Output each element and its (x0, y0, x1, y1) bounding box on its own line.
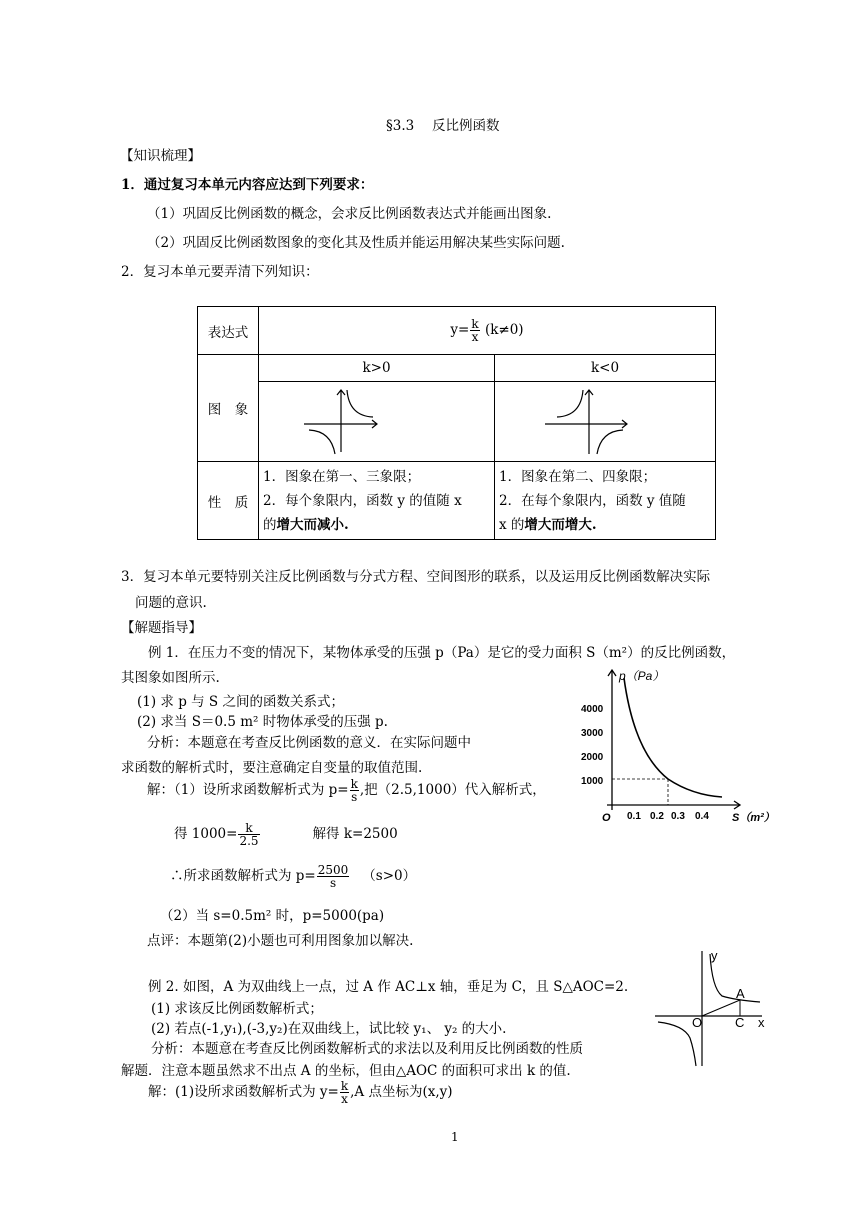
kneg-properties (495, 462, 716, 540)
kpos-branch-q3 (309, 430, 335, 454)
graph-y-label: p（Pa） (619, 669, 665, 683)
knowledge-table (197, 306, 716, 540)
kpos-branch-q1 (347, 390, 373, 417)
kpos-header: k>0 (259, 355, 495, 382)
graph-origin: O (602, 812, 611, 824)
expr-post: (k≠0) (484, 322, 524, 338)
ex1-s3-pre: ∴所求函数解析式为 p= (170, 868, 316, 884)
diagram-branch-q3 (658, 1022, 696, 1066)
ex1-s2-den: 2.5 (239, 834, 259, 848)
requirement-1-item-2: （2）巩固反比例函数图象的变化其及性质并能运用解决某些实际问题. (147, 235, 565, 251)
ex1-s3-frac (317, 864, 350, 889)
graph-x-label: S（m²） (732, 812, 775, 824)
expr-den: x (471, 330, 479, 344)
page-number: 1 (451, 1130, 459, 1144)
requirement-3-line-1: 3．复习本单元要特别关注反比例函数与分式方程、空间图形的联系，以及运用反比例函数解决实际 (121, 569, 711, 585)
kneg-prop-3a: x 的 (499, 516, 525, 533)
ex2-s1-frac (340, 1080, 349, 1105)
example-1-solution-2 (174, 822, 398, 847)
graph-ytick-1000: 1000 (581, 776, 604, 787)
graph-ytick-2000: 2000 (581, 752, 604, 763)
requirement-1-heading: 1．通过复习本单元内容应达到下列要求： (121, 177, 374, 193)
example-1-solution-3 (170, 864, 416, 889)
example-2-solution-1 (148, 1080, 453, 1105)
example-2-analysis-1: 分析：本题意在考查反比例函数解析式的求法以及利用反比例函数的性质 (151, 1041, 583, 1057)
requirement-1-item-1: （1）巩固反比例函数的概念，会求反比例函数表达式并能画出图象. (147, 206, 552, 222)
example-2-line-1: 例 2. 如图，A 为双曲线上一点，过 A 作 AC⊥x 轴，垂足为 C，且 S△AOC=2. (148, 979, 629, 995)
graph-xtick-0.2: 0.2 (650, 811, 664, 822)
kneg-prop-1: 1．图象在第二、四象限； (499, 468, 657, 485)
diagram-point-a: A (736, 986, 745, 1001)
kpos-prop-1: 1．图象在第一、三象限； (263, 468, 421, 485)
kpos-prop-2: 2．每个象限内，函数 y 的值随 x (263, 492, 462, 509)
diagram-point-c: C (735, 1015, 745, 1030)
ex1-s2-frac (238, 822, 259, 847)
kpos-prop-3 (263, 513, 490, 537)
kneg-prop-3 (499, 513, 711, 537)
hyperbola-diagram (650, 948, 775, 1070)
expr-cell (259, 307, 716, 355)
ex2-s1-num: k (340, 1079, 349, 1093)
ex1-s2-pre: 得 1000= (174, 826, 238, 842)
ex1-s1-frac (350, 778, 359, 803)
diagram-segment-oa (702, 1000, 740, 1016)
pressure-area-graph (572, 664, 775, 824)
ex1-s1-num: k (350, 777, 358, 791)
section-guide: 【解题指导】 (121, 620, 202, 636)
kpos-prop-3b: 增大而减小. (276, 516, 349, 533)
example-1-question-1: (1) 求 p 与 S 之间的函数关系式； (137, 694, 344, 710)
ex1-s2-num: k (238, 822, 259, 835)
example-1-comment: 点评：本题第(2)小题也可利用图象加以解决. (147, 933, 414, 949)
diagram-branch-q1 (710, 954, 760, 1002)
kneg-prop-3b: 增大而增大. (524, 516, 597, 533)
requirement-2: 2．复习本单元要弄清下列知识： (121, 264, 319, 280)
kneg-branch-q2 (557, 390, 583, 417)
expr-num: k (471, 317, 479, 331)
expr-pre: y= (450, 322, 470, 338)
ex1-s3-den: s (329, 876, 337, 890)
prop-label: 性 质 (198, 462, 259, 540)
kpos-graph-cell (259, 382, 495, 462)
diagram-x-label: x (758, 1015, 765, 1030)
ex2-s1-pre: 解：(1)设所求函数解析式为 y= (148, 1084, 339, 1100)
ex1-s3-num: 2500 (317, 863, 349, 877)
ex1-s3-post: （s>0） (362, 868, 417, 884)
expr-label: 表达式 (198, 307, 259, 355)
ex1-s1-post: ,把（2.5,1000）代入解析式， (359, 782, 546, 798)
section-knowledge: 【知识梳理】 (120, 148, 201, 164)
kneg-prop-2: 2．在每个象限内，函数 y 值随 (499, 492, 686, 509)
diagram-y-label: y (711, 948, 718, 963)
kneg-graph-cell (495, 382, 716, 462)
graph-label: 图 象 (198, 355, 259, 462)
kpos-properties (259, 462, 495, 540)
example-1-line-1: 例 1．在压力不变的情况下，某物体承受的压强 p（Pa）是它的受力面积 S（m²）的反比例函数， (148, 645, 736, 661)
ex1-s2-post: 解得 k=2500 (312, 826, 398, 842)
page-title: §3.3 反比例函数 (386, 118, 500, 134)
example-1-analysis-1: 分析：本题意在考查反比例函数的意义．在实际问题中 (147, 735, 471, 751)
ex1-s1-pre: 解：（1）设所求函数解析式为 p= (147, 782, 349, 798)
ex2-s1-den: x (341, 1092, 348, 1106)
kpos-prop-3a: 的 (263, 516, 277, 533)
example-2-question-2: (2) 若点(-1,y₁),(-3,y₂)在双曲线上，试比较 y₁、 y₂ 的大小. (151, 1021, 507, 1037)
graph-ytick-3000: 3000 (581, 728, 604, 739)
diagram-origin: O (692, 1015, 703, 1030)
example-1-analysis-2: 求函数的解析式时，要注意确定自变量的取值范围. (121, 760, 423, 776)
example-1-question-2: (2) 求当 S＝0.5 m² 时物体承受的压强 p. (137, 714, 388, 730)
graph-xtick-0.1: 0.1 (627, 811, 641, 822)
kneg-header: k<0 (495, 355, 716, 382)
graph-xtick-0.4: 0.4 (695, 811, 709, 822)
ex2-s1-post: ,A 点坐标为(x,y) (350, 1084, 453, 1100)
graph-ytick-4000: 4000 (581, 704, 604, 715)
example-2-question-1: (1) 求该反比例函数解析式； (151, 1001, 323, 1017)
expr-fraction (470, 318, 479, 343)
example-1-solution-1 (147, 778, 546, 803)
example-2-analysis-2: 解题．注意本题虽然求不出点 A 的坐标，但由△AOC 的面积可求出 k 的值. (121, 1063, 571, 1079)
ex1-s1-den: s (351, 790, 358, 804)
kneg-graph (495, 382, 715, 457)
kpos-graph (259, 382, 494, 457)
requirement-3-line-2: 问题的意识. (135, 595, 207, 611)
kneg-branch-q4 (597, 430, 623, 454)
example-1-solution-4: （2）当 s=0.5m² 时，p=5000(pa) (160, 908, 385, 924)
example-1-line-2: 其图象如图所示. (121, 670, 220, 686)
graph-xtick-0.3: 0.3 (671, 811, 685, 822)
